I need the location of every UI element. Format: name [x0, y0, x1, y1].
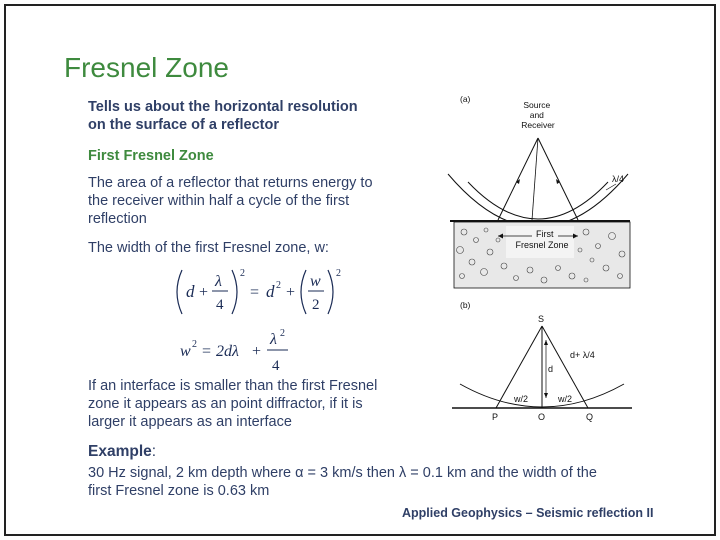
example-text	[88, 464, 597, 500]
eq2-rhs: 2dλ	[216, 343, 239, 360]
eq1-two: 2	[312, 297, 320, 313]
eq1-exp: 2	[240, 268, 245, 279]
p-label: P	[492, 412, 499, 422]
eq2-w: w	[180, 343, 191, 360]
d-label: d	[548, 364, 554, 374]
panel-a-label: (a)	[460, 94, 471, 104]
eq1-exp2: 2	[276, 280, 281, 291]
o-label: O	[538, 412, 546, 422]
first-fresnel-label: First Fresnel Zone	[515, 229, 569, 250]
example-label: Example	[88, 443, 152, 460]
note-line: zone it appears as an point diffractor, if it is	[88, 396, 363, 412]
ray-right	[538, 138, 578, 220]
eq2-exp: 2	[192, 339, 197, 350]
eq1-plus: +	[199, 284, 209, 301]
eq2-exp2: 2	[280, 328, 285, 339]
lambda4-label: λ/4	[612, 174, 625, 184]
fresnel-equation-2	[178, 326, 298, 378]
example-line: 30 Hz signal, 2 km depth where α = 3 km/s then λ = 0.1 km and the width of the	[88, 465, 597, 481]
eq1-plus2: +	[286, 284, 296, 301]
eq2-plus: +	[252, 343, 262, 360]
fresnel-equation-1	[168, 264, 348, 324]
panel-b-label: (b)	[460, 300, 471, 310]
eq1-exp3: 2	[336, 268, 341, 279]
intro-line: Tells us about the horizontal resolution	[88, 99, 358, 115]
width-intro: The width of the first Fresnel zone, w:	[88, 240, 329, 256]
fresnel-figure	[446, 90, 646, 430]
eq1-four: 4	[216, 297, 224, 313]
eq2-equals: =	[202, 343, 212, 360]
ray-center	[532, 138, 538, 220]
note-line: larger it appears as an interface	[88, 414, 292, 430]
definition-line: reflection	[88, 211, 147, 227]
interface-note	[88, 377, 377, 431]
eq2-four: 4	[272, 358, 280, 374]
wavefront-inner	[468, 182, 608, 219]
eq1-equals: =	[250, 284, 260, 301]
slide	[4, 4, 716, 536]
w2-right-label: w/2	[558, 394, 573, 404]
slide-title: Fresnel Zone	[64, 52, 229, 83]
eq2-lambda: λ	[270, 331, 277, 348]
example-colon: :	[151, 443, 157, 460]
d-plus-lambda4-label: d+ λ/4	[570, 350, 595, 360]
example-line: first Fresnel zone is 0.63 km	[88, 483, 270, 499]
intro-line: on the surface of a reflector	[88, 117, 279, 133]
eq1-lambda: λ	[215, 273, 222, 290]
source-receiver-label: Source and Receiver	[521, 100, 555, 130]
definition-text	[88, 174, 373, 228]
q-label: Q	[586, 412, 594, 422]
definition-line: The area of a reflector that returns energy to	[88, 175, 373, 191]
footer: Applied Geophysics – Seismic reflection II	[402, 506, 654, 520]
example-heading	[88, 443, 156, 461]
w2-left-label: w/2	[514, 394, 529, 404]
s-label: S	[538, 314, 545, 324]
eq1-w: w	[310, 273, 321, 290]
intro-text	[88, 98, 358, 134]
eq1-d2: d	[266, 282, 275, 301]
note-line: If an interface is smaller than the first Fresnel	[88, 378, 378, 394]
subheading: First Fresnel Zone	[88, 148, 214, 164]
eq1-d: d	[186, 282, 195, 301]
definition-line: the receiver within half a cycle of the first	[88, 193, 350, 209]
ray-left	[498, 138, 538, 220]
